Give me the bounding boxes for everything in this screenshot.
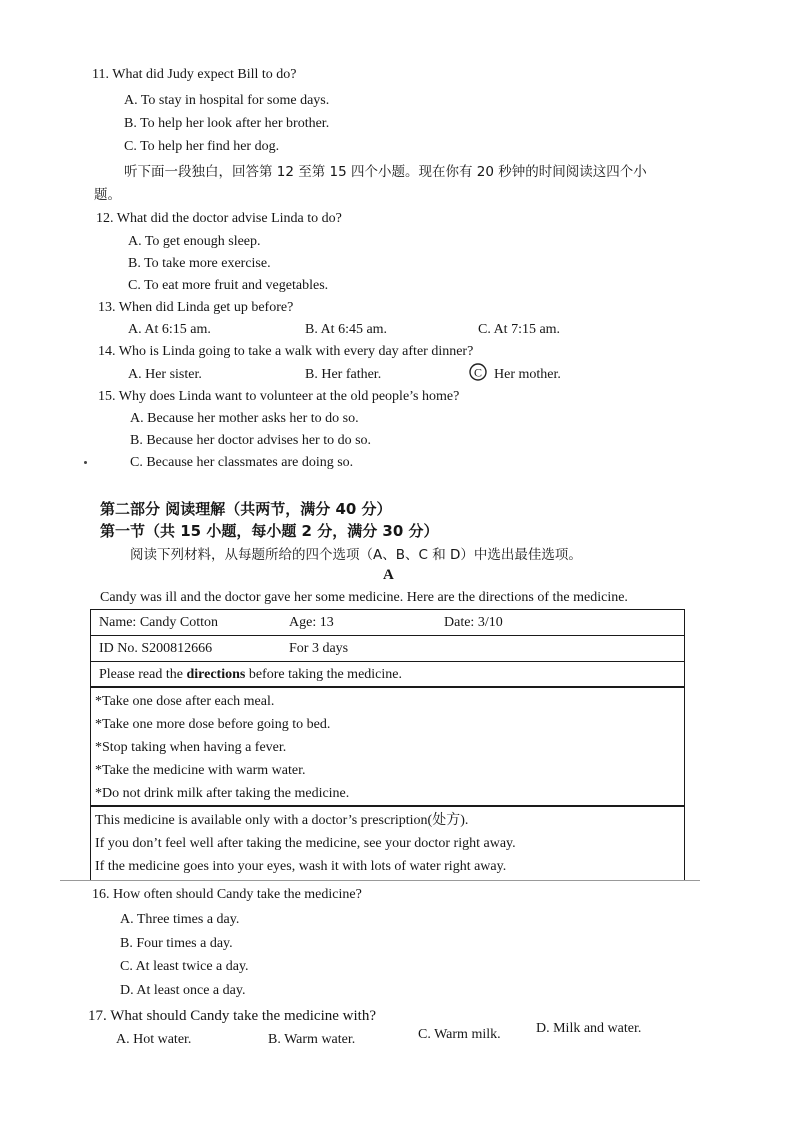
direction-item: *Take one more dose before going to bed. (95, 717, 331, 732)
note-item: If the medicine goes into your eyes, wash it with lots of water right away. (95, 859, 507, 874)
answer-circle-mark (468, 362, 488, 382)
question-14: 14. Who is Linda going to take a walk with every day after dinner? (98, 344, 474, 359)
read-directions-post: before taking the medicine. (245, 667, 402, 682)
id-row (91, 635, 684, 661)
q13-option-a[interactable]: A. At 6:15 am. (128, 322, 211, 337)
direction-item: *Take one dose after each meal. (95, 694, 275, 709)
read-directions-text (99, 662, 402, 687)
prescription-date: Date: 3/10 (444, 615, 503, 630)
monologue-instruction-line1: 听下面一段独白，回答第 12 至第 15 四个小题。现在你有 20 秒钟的时间阅读这四个小 (124, 164, 647, 180)
question-15: 15. Why does Linda want to volunteer at the old people’s home? (98, 389, 460, 404)
q16-option-c[interactable]: C. At least twice a day. (120, 959, 249, 974)
q13-option-b[interactable]: B. At 6:45 am. (305, 322, 388, 337)
passage-letter: A (383, 567, 394, 583)
medicine-label-table (90, 609, 685, 688)
monologue-instruction-line2: 题。 (94, 187, 121, 203)
q16-option-d[interactable]: D. At least once a day. (120, 983, 246, 998)
patient-age: Age: 13 (289, 615, 334, 630)
q14-option-b[interactable]: B. Her father. (305, 367, 382, 382)
scan-speck (84, 461, 87, 464)
q12-option-a[interactable]: A. To get enough sleep. (128, 234, 261, 249)
q17-option-c[interactable]: C. Warm milk. (418, 1027, 501, 1042)
part2-instruction: 阅读下列材料，从每题所给的四个选项（A、B、C 和 D）中选出最佳选项。 (130, 547, 582, 563)
course-duration: For 3 days (289, 641, 349, 656)
q17-option-d[interactable]: D. Milk and water. (536, 1021, 642, 1036)
directions-box (90, 686, 685, 807)
scan-edge-line (60, 880, 700, 881)
part2-title: 第二部分 阅读理解（共两节，满分 40 分） (100, 500, 392, 518)
q12-option-c[interactable]: C. To eat more fruit and vegetables. (128, 278, 329, 293)
patient-info-row (91, 610, 684, 635)
q11-option-b[interactable]: B. To help her look after her brother. (124, 116, 330, 131)
read-directions-bold: directions (186, 667, 246, 682)
note-item: If you don’t feel well after taking the medicine, see your doctor right away. (95, 836, 516, 851)
q15-option-c[interactable]: C. Because her classmates are doing so. (130, 455, 354, 470)
answer-mark-letter: C (473, 365, 483, 380)
q15-option-a[interactable]: A. Because her mother asks her to do so. (130, 411, 359, 426)
direction-item: *Do not drink milk after taking the medicine. (95, 786, 350, 801)
part2-section1-title: 第一节（共 15 小题，每小题 2 分，满分 30 分） (100, 522, 439, 540)
passage-intro: Candy was ill and the doctor gave her some medicine. Here are the directions of the medicine. (100, 590, 628, 605)
notes-box (90, 805, 685, 880)
q16-option-a[interactable]: A. Three times a day. (120, 912, 240, 927)
q17-option-b[interactable]: B. Warm water. (268, 1032, 356, 1047)
note-item: This medicine is available only with a doctor’s prescription(处方). (95, 813, 469, 828)
patient-name: Name: Candy Cotton (99, 615, 218, 630)
q17-option-a[interactable]: A. Hot water. (116, 1032, 192, 1047)
q12-option-b[interactable]: B. To take more exercise. (128, 256, 271, 271)
q11-option-a[interactable]: A. To stay in hospital for some days. (124, 93, 330, 108)
question-11: 11. What did Judy expect Bill to do? (92, 67, 297, 82)
read-directions-pre: Please read the (99, 667, 187, 682)
q11-option-c[interactable]: C. To help her find her dog. (124, 139, 280, 154)
q13-option-c[interactable]: C. At 7:15 am. (478, 322, 561, 337)
direction-item: *Stop taking when having a fever. (95, 740, 287, 755)
read-directions-row (91, 661, 684, 687)
question-16: 16. How often should Candy take the medicine? (92, 887, 362, 902)
question-17: 17. What should Candy take the medicine with? (88, 1008, 376, 1024)
q14-option-a[interactable]: A. Her sister. (128, 367, 202, 382)
question-12: 12. What did the doctor advise Linda to do? (96, 211, 342, 226)
q15-option-b[interactable]: B. Because her doctor advises her to do so. (130, 433, 372, 448)
q14-option-c[interactable]: Her mother. (494, 367, 561, 382)
direction-item: *Take the medicine with warm water. (95, 763, 306, 778)
question-13: 13. When did Linda get up before? (98, 300, 294, 315)
q16-option-b[interactable]: B. Four times a day. (120, 936, 233, 951)
patient-id: ID No. S200812666 (99, 641, 213, 656)
